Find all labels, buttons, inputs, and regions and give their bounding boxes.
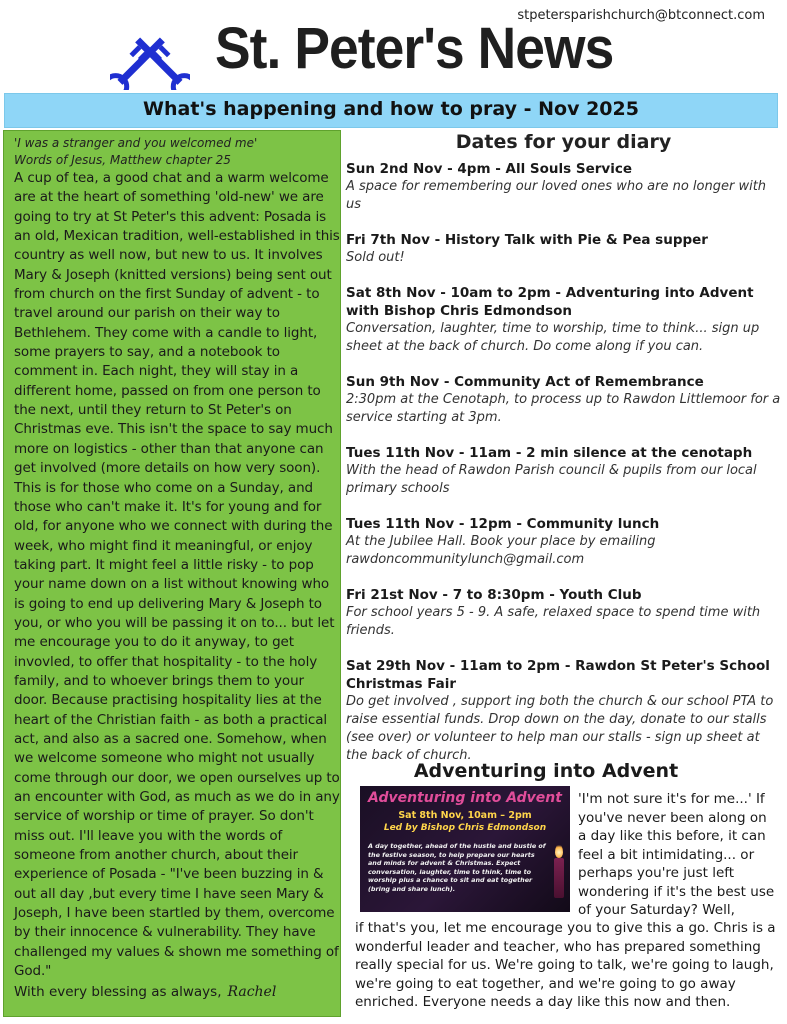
event-heading: Sat 29th Nov - 11am to 2pm - Rawdon St Peter's School Christmas Fair	[346, 658, 770, 692]
advent-body: if that's you, let me encourage you to give this a go. Chris is a wonderful leader and teacher, who has prepared something really special for us. We're going to talk, we're going to laugh, we're going to eat together, and we're going to go away enriched. Everyone needs a day like this now and then.	[355, 920, 776, 1010]
diary-event	[346, 160, 781, 214]
poster-blurb: A day together, ahead of the hustle and bustle of the festive season, to help prepare our hearts and minds for advent & Christmas. Expect conversation, laughter, time to think, time to worship plus a chance to sit and eat together (bring and share lunch).	[368, 842, 546, 893]
diary-event	[346, 657, 781, 765]
event-description: Do get involved , support ing both the church & our school PTA to raise essential funds. Drop down on the day, donate to our stalls (see over) or volunteer to help man our stalls - sign up sheet at the back of church.	[346, 694, 774, 763]
event-heading: Fri 7th Nov - History Talk with Pie & Pea supper	[346, 232, 708, 248]
quote-line-2: Words of Jesus, Matthew chapter 25	[14, 153, 231, 167]
event-description: At the Jubilee Hall. Book your place by emailing rawdoncommunitylunch@gmail.com	[346, 534, 656, 567]
event-heading: Sun 9th Nov - Community Act of Remembrance	[346, 374, 704, 390]
issue-banner	[4, 93, 778, 128]
diary-event	[346, 515, 781, 569]
candle-icon	[554, 858, 564, 898]
poster-bishop: Led by Bishop Chris Edmondson	[383, 823, 547, 833]
event-heading: Sat 8th Nov - 10am to 2pm - Adventuring into Advent with Bishop Chris Edmondson	[346, 285, 754, 319]
diary-event	[346, 586, 781, 640]
signoff	[14, 981, 340, 1003]
newsletter-title: St. Peter's News	[215, 16, 614, 81]
diary-event	[346, 231, 781, 267]
event-heading: Tues 11th Nov - 12pm - Community lunch	[346, 516, 660, 532]
event-description: Conversation, laughter, time to worship, time to think... sign up sheet at the back of church. Do come along if you can.	[346, 321, 760, 354]
advent-title: Adventuring into Advent	[413, 760, 679, 782]
contact-email[interactable]: stpetersparishchurch@btconnect.com	[517, 8, 765, 23]
advent-poster	[360, 786, 570, 912]
event-description: A space for remembering our loved ones who are no longer with us	[346, 179, 767, 212]
vicar-letter	[3, 130, 341, 1017]
event-description: 2:30pm at the Cenotaph, to process up to Rawdon Littlemoor for a service starting at 3pm.	[346, 392, 781, 425]
event-description: With the head of Rawdon Parish council & pupils from our local primary schools	[346, 463, 757, 496]
event-description: For school years 5 - 9. A safe, relaxed space to spend time with friends.	[346, 605, 761, 638]
signature: Rachel	[227, 984, 277, 1001]
posada-story: A cup of tea, a good chat and a warm welcome are at the heart of something 'old-new' we are going to try at St Peter's this advent: Posada is an old, Mexican tradition, well-established in this country as well now, but new to us. It involves Mary & Joseph (knitted versions) being sent out from church on the first Sunday of advent - to travel around our parish on their way to Bethlehem. They come with a candle to light, some prayers to say, and a notebook to comment in. Each night, they will stay in a different home, passed on from one person to the next, until they return to St Peter's on Christmas eve. This isn't the space to say much more on logistics - other than that anyone can get involved (more details on how very soon). This is for those who come on a Sunday, and those who can't make it. It's for young and for old, for anyone who we connect with during the week, who might find it meaningful, or enjoy taking part. It might feel a little risky - to pop your name down on a list without knowing who is going to end up delivering Mary & Joseph to you, or who you will be passing it on to... but let me encourage you to do it anyway, to get invovled, to offer that hospitality - to the holy family, and to whoever brings them to your door. Because practising hospitality lies at the heart of the Christian faith - as both a practical act, and also as a sacred one. Somehow, when we welcome someone who might not usually come through our door, we open ourselves up to an encounter with God, as much as we do in any service of worship or time of prayer. So don't miss out. I'll leave you with the words of someone from another church, about their experience of Posada - "I've been buzzing in & out all day ,but every time I have seen Mary & Joseph, I have been startled by them, overcome by their innocence & vulnerability. They have challenged my values & shown me something of God."	[14, 170, 340, 980]
advent-intro: 'I'm not sure it's for me...' If you've never been along on a day like this before, it can feel a bit intimidating... or perhaps you're just left wondering if it's the best use of your Saturday? Well,	[578, 791, 775, 918]
event-description: Sold out!	[346, 250, 405, 265]
diary-title: Dates for your diary	[455, 131, 672, 153]
diary-event	[346, 444, 781, 498]
poster-date: Sat 8th Nov, 10am – 2pm	[398, 810, 532, 821]
diary-event	[346, 373, 781, 427]
quote-line-1: 'I was a stranger and you welcomed me'	[14, 136, 258, 150]
banner-text: What's happening and how to pray - Nov 2025	[143, 98, 639, 120]
event-heading: Tues 11th Nov - 11am - 2 min silence at the cenotaph	[346, 445, 753, 461]
poster-title: Adventuring into Advent	[368, 790, 562, 806]
event-heading: Sun 2nd Nov - 4pm - All Souls Service	[346, 161, 633, 177]
event-heading: Fri 21st Nov - 7 to 8:30pm - Youth Club	[346, 587, 642, 603]
crossed-keys-icon	[110, 16, 190, 90]
candle-flame-icon	[555, 844, 563, 858]
diary-section	[346, 130, 781, 782]
diary-event	[346, 284, 781, 356]
signoff-text: With every blessing as always,	[14, 984, 222, 1001]
